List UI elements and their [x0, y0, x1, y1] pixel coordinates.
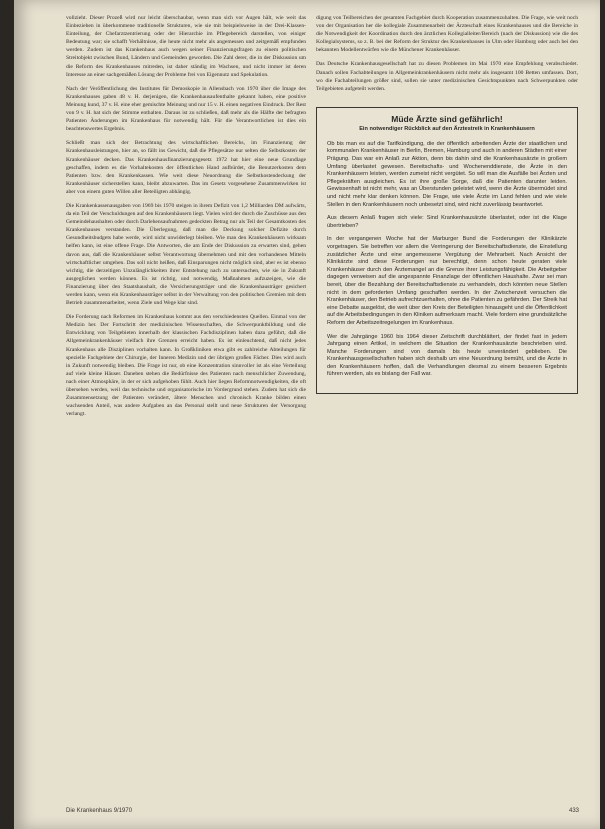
box-paragraph: In der vergangenen Woche hat der Marburger Bund die Forderungen der Klinikärzte vorgetragen. Sie betreffen vor allem die Verringerung der Bereitschaftsdienste, die Einstellung zusätzlicher Ärzte und eine angemessene Vergütung der Mehrarbeit. Nach Ansicht der Klinikärzte sind diese Forderungen nur berechtigt, denn schon heute geraten viele Krankenhäuser durch den Ärztemangel an die Grenze ihrer Leistungsfähigkeit. Die Arbeitgeber dagegen verweisen auf die angespannte Finanzlage der öffentlichen Haushalte. Zwar sei man bereit, über die Bezahlung der Bereitschaftsdienste zu verhandeln, doch könnten neue Stellen nicht in dem geforderten Umfang geschaffen werden. In der Zwischenzeit versuchen die Krankenhäuser, den Betrieb aufrechtzuerhalten, ohne die Patienten zu gefährden. Der Streik hat eine Debatte ausgelöst, die weit über den Kreis der Beteiligten hinausgeht und die Öffentlichkeit auf die Arbeitsbedingungen in den Kliniken aufmerksam macht. Viele fordern eine grundsätzliche Reform der Arbeitszeitregelungen im Krankenhaus. — [327, 236, 567, 326]
sidebar-box — [316, 107, 578, 394]
paragraph: Nach der Veröffentlichung des Institutes für Demoskopie in Allensbach von 1970 über die Image des Krankenhauses gaben 48 v. H. derjenigen, die Krankenhausaufenthalte gekannt haben, eine positive Meinung kund, 37 v. H. eine eher gemischte Meinung und nur 15 v. H. einen negativen Eindruck. Der Rest von 9 v. H. hat sich der Stimme enthalten. Daraus ist zu schließen, daß mehr als die Hälfte der befragten Patienten Änderungen im Krankenhaus für notwendig hält. Für die Verantwortlichen ist dies ein beachtenswertes Ergebnis. — [66, 85, 306, 133]
paragraph: Die Forderung nach Reformen im Krankenhaus kommt aus den verschiedensten Quellen. Einmal von der Medizin her. Der Fortschritt der medizinischen Wissenschaften, die Schwerpunktbildung und die Entwicklung von Teilgebieten innerhalb der klassischen Fachdisziplinen haben dazu geführt, daß die Allgemeinkrankenhäuser vielfach ihre Grenzen erreicht haben. Es ist einleuchtend, daß nicht jedes Krankenhaus alle Disziplinen vorhalten kann. In Großkliniken etwa gibt es zahlreiche Abteilungen für spezielle Fachgebiete der Chirurgie, der Inneren Medizin und der übrigen großen Fächer. Dies wird auch in Zukunft notwendig bleiben. Die Frage ist nur, ob eine Konzentration sinnvoller ist als eine Verteilung auf viele kleine Häuser. Daneben stehen die Bedürfnisse des Patienten nach menschlicher Zuwendung, nach einer Atmosphäre, in der er sich aufgehoben fühlt. Auch hier liegen Reformnotwendigkeiten, die oft übersehen werden, weil das technische und organisatorische im Vordergrund stehen. Zudem hat sich die Zusammensetzung der Patienten verändert, ältere Menschen und chronisch Kranke bilden einen wachsenden Anteil, was andere Aufgaben an das Personal stellt und neue Strukturen der Versorgung verlangt. — [66, 314, 306, 418]
paragraph: Schließt man sich der Betrachtung des wirtschaftlichen Bereichs, im Finanzierung der Krankenhausleistungen, hier an, so fällt ins Gewicht, daß die Pflegesätze nur selten die Selbstkosten der Krankenhäuser decken. Das Krankenhausfinanzierungsgesetz 1972 hat hier eine neue Grundlage geschaffen, indem es die Vorhaltekosten der öffentlichen Hand aufbürdet, die Benutzerkosten dem Patienten bzw. den Krankenkassen. Wie weit diese Neuordnung die Selbstkostendeckung der Krankenhäuser sicherstellen kann, bleibt abzuwarten. Das im Gesetz vorgesehene Zusammenwirken ist aber von einem guten Willen aller Beteiligten abhängig. — [66, 140, 306, 195]
paragraph: Die Krankenkassenausgaben von 1969 bis 1970 steigen in ihrem Defizit von 1,2 Milliarden DM aufwärts, da ein Teil der Verschuldungen auf den Krankenhäusern liegt. Vielen wird der durch die Zuschüsse aus den Gemeindehaushalten oder durch Darlehensaufnahmen gedeckten Betrag nur als Teil der Gesamtkosten des Krankenhauses verstanden. Die Überlegung, daß man die Deckung solcher Defizite durch Gesundheitsbudgets habe werde, wird nicht unwiderlegt bleiben. Wie man den Krankenhäusern wirksam helfen kann, ist eine offene Frage. Die Antworten, die am Ende der Diskussion zu erwarten sind, gehen davon aus, daß die Krankenhäuser selbst Verantwortung übernehmen und mit den vorhandenen Mitteln wirtschaftlicher umgehen. Das soll nicht heißen, daß Einsparungen nicht möglich sind, aber es ist ebenso wichtig, die derzeitigen Unzulänglichkeiten ihrer Entstehung nach zu untersuchen, wie sie in Zukunft ausgeglichen werden können. Es ist richtig, und notwendig, Maßnahmen aufzuzeigen, wie die Finanzierung über den Staatshaushalt, die Versicherungsträger und die Krankenhausträger gesichert werden kann, wenn ein Krankenhausträger selbst in der Verwaltung von den politischen Gremien mit dem Betrieb zusammenarbeitet, wenn Ziele und Wege klar sind. — [66, 202, 306, 307]
box-paragraph: Wer die Jahrgänge 1960 bis 1964 dieser Zeitschrift durchblättert, der findet fast in jedem Jahrgang einen Artikel, in welchem die Situation der Krankenhausärzte beschrieben wird. Manche Forderungen sind von damals bis heute unverändert geblieben. Die Krankenhausgesellschaften haben sich deshalb um eine Neuordnung bemüht, und die Ärzte in den Krankenhäusern hoffen, daß die Verhandlungen diesmal zu einem besseren Ergebnis führen werden, als es bislang der Fall war. — [327, 333, 567, 378]
magazine-page — [14, 0, 600, 829]
box-subtitle: Ein notwendiger Rückblick auf den Ärztestreik in Krankenhäusern — [359, 125, 535, 132]
right-text-column — [316, 14, 578, 394]
left-text-column — [66, 14, 306, 424]
box-title: Müde Ärzte sind gefährlich! — [391, 113, 503, 124]
paragraph: digung von Teilbereichen der gesamten Fachgebiet durch Kooperation zusammenzuhalten. Die Frage, wie weit noch von der Organisation her die kollegiale Zusammenarbeit der Ärzteschaft eines Krankenhauses und die Bereiche in die Notwendigkeit der Koordination durch den ärztlichen Kollegialleiter/Bereich (nach der Diskussion) wie die des Kollegialsystems, so z. B. bei der Reform der Struktur des Krankenhauses in Ulm oder Hamburg oder auch bei den bekannten Modellentwürfen wie die Münchener Krankenhäuser. — [316, 15, 578, 54]
page-number: 433 — [569, 808, 580, 814]
paragraph: vollzieht. Dieser Prozeß wird nur leicht überschaubar, wenn man sich vor Augen hält, wie weit das Einbeziehen in überkommene traditionelle Strukturen, wie sie mit beispielsweise in der Drei-Klassen-Einteilung, der Chefarztzentrierung oder der Hierarchie im Pflegebereich darstellen, von einiger Bedeutung war; sie schafft Verhältnisse, die heute nicht mehr als angemessen und zeitgemäß empfunden werden. Zudem ist das Krankenhaus auch wegen seiner Finanzierungsfragen zu einem politischen Streitobjekt zwischen Bund, Ländern und Gemeinden geworden. Die Zahl derer, die in der Diskussion um die Reform des Krankenhauses mitreden, ist daher ständig im Wachsen, und nicht immer ist deren Interesse an einer sachgemäßen Lösung der Probleme frei von Eigennutz und Spekulation. — [66, 15, 306, 78]
footer-publication: Die Krankenhaus 9/1970 — [66, 808, 133, 814]
box-paragraph: Ob bis man es auf die Tarifkündigung, die der öffentlich arbeitenden Ärzte der staatlichen und kommunalen Krankenhäuser in Berlin, Bremen, Hamburg und auch in anderen Städten mit einer Prägung. Das war ein Anlaß zur Aktion, denn bis dahin sind die Krankenhausärzte in großem Umfang überlastet gewesen. Bereitschafts- und Wochenenddienste, die Ärzte in den Krankenhäusern leisten, werden zumeist nicht vergütet. So will man die Ausfälle bei Ärzten und Pflegekräften ausgleichen. Es ist ihre große Sorge, daß die Patienten darunter leiden. Gewissenhaft ist nicht mehr, was an Überstunden geleistet wird, wenn die Ärzte übermüdet sind und nicht mehr klar denken können. Die Frage, wie viele Ärzte im Land fehlen und wie viele Stellen in den Krankenhäusern noch unbesetzt sind, wird nicht zuverlässig beantwortet. — [327, 140, 567, 208]
box-question: Aus diesem Anlaß fragen sich viele: Sind Krankenhausärzte überlastet, oder ist die Klage übertrieben? — [327, 215, 567, 229]
paragraph: Das Deutsche Krankenhausgesellschaft hat zu diesen Problemen im Mai 1970 eine Empfehlung verabschiedet. Danach sollen Fachabteilungen in Allgemeinkrankenhäusern nicht mehr als insgesamt 100 Betten umfassen. Dort, wo die Fachabteilungen größer sind, sollen sie unter medizinischen Gesichtspunkten nach Schwerpunkten oder Teilgebieten aufgeteilt werden. — [316, 61, 578, 92]
